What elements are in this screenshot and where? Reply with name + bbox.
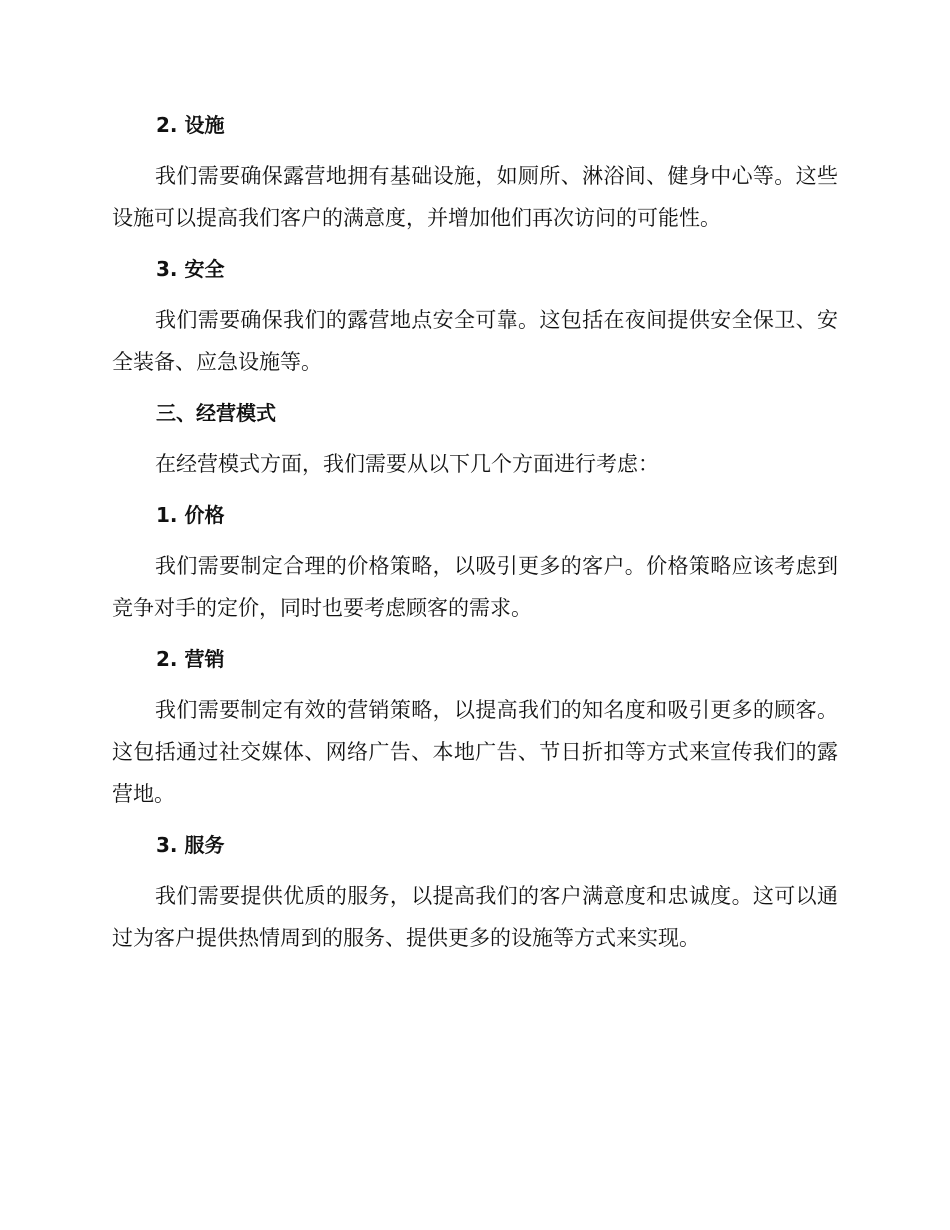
section-heading-safety: 3. 安全	[156, 257, 225, 281]
chapter-heading-business-model: 三、经营模式	[156, 401, 276, 425]
section-heading-facilities: 2. 设施	[156, 113, 225, 137]
paragraph-business-model-intro: 在经营模式方面，我们需要从以下几个方面进行考虑：	[155, 452, 659, 476]
section-heading-price: 1. 价格	[156, 503, 225, 527]
paragraph-marketing: 我们需要制定有效的营销策略，以提高我们的知名度和吸引更多的顾客。这包括通过社交媒体、网络广告、本地广告、节日折扣等方式来宣传我们的露营地。	[112, 698, 838, 806]
section-heading-marketing: 2. 营销	[156, 647, 225, 671]
document-body	[112, 104, 838, 968]
paragraph-price: 我们需要制定合理的价格策略，以吸引更多的客户。价格策略应该考虑到竞争对手的定价，同时也要考虑顾客的需求。	[112, 554, 838, 620]
paragraph-safety: 我们需要确保我们的露营地点安全可靠。这包括在夜间提供安全保卫、安全装备、应急设施等。	[112, 308, 838, 374]
section-heading-service: 3. 服务	[156, 833, 225, 857]
paragraph-service: 我们需要提供优质的服务，以提高我们的客户满意度和忠诚度。这可以通过为客户提供热情周到的服务、提供更多的设施等方式来实现。	[112, 884, 838, 950]
paragraph-facilities: 我们需要确保露营地拥有基础设施，如厕所、淋浴间、健身中心等。这些设施可以提高我们客户的满意度，并增加他们再次访问的可能性。	[112, 164, 838, 230]
